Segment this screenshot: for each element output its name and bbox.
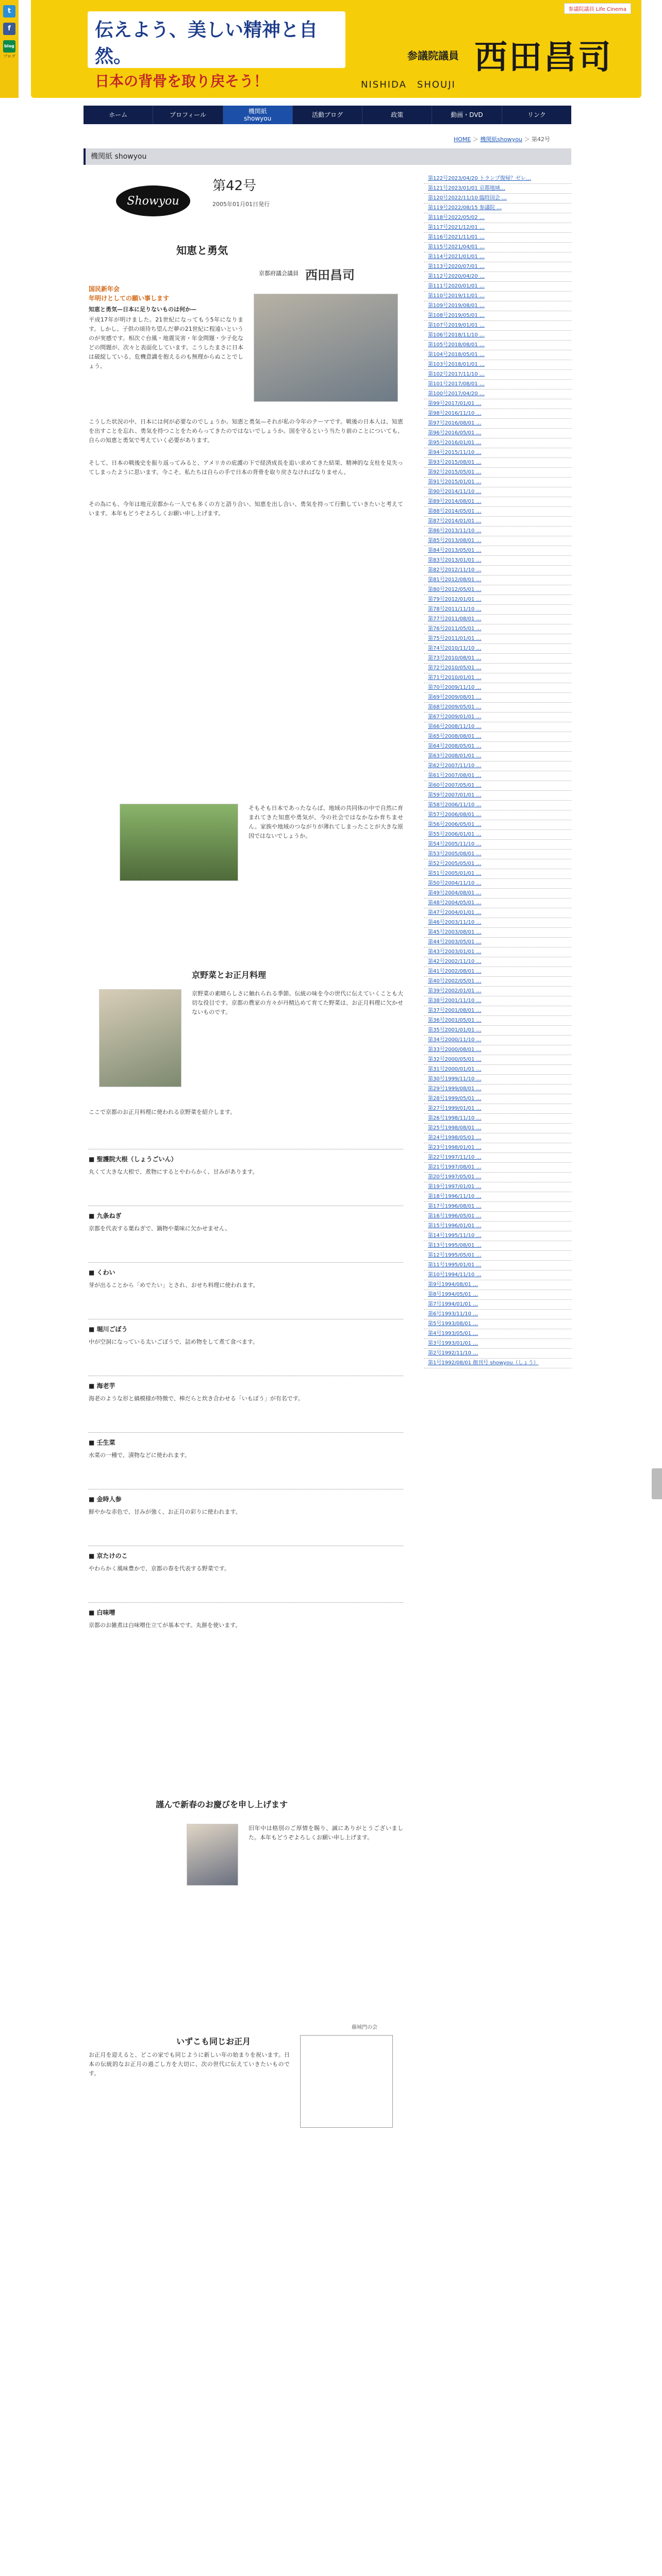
archive-item[interactable]: 第29号1999/08/01 … xyxy=(424,1084,571,1094)
archive-item[interactable]: 第114号2021/01/01 … xyxy=(424,252,571,262)
archive-item[interactable]: 第107号2019/01/01 … xyxy=(424,321,571,331)
social-strip xyxy=(0,0,19,98)
note-body: 鮮やかな赤色で、甘みが強く、お正月の彩りに使われます。 xyxy=(89,1509,241,1515)
note-body: 京都を代表する葉ねぎで、鍋物や薬味に欠かせません。 xyxy=(89,1225,231,1232)
vegetable-note-2 xyxy=(89,1206,403,1233)
section-title-kyoyasai: 京野菜とお正月料理 xyxy=(192,970,267,980)
farmer-photo xyxy=(99,989,181,1087)
archive-item[interactable]: 第41号2002/08/01 … xyxy=(424,967,571,977)
article-paragraph-6: 京野菜の素晴らしさに触れられる季節。伝統の味を今の世代に伝えていくことも大切な役目です。京都の農家の方々が丹精込めて育てた野菜は、お正月料理に欠かせないものです。 xyxy=(192,990,403,1015)
archive-item[interactable]: 第118号2022/05/02 … xyxy=(424,213,571,223)
note-head: ■ 海老芋 xyxy=(89,1382,115,1389)
nav-policy[interactable]: 政策 xyxy=(362,106,432,124)
archive-item[interactable]: 第106号2018/11/10 … xyxy=(424,331,571,341)
archive-item[interactable]: 第121号2023/01/01 京都地域… xyxy=(424,184,571,194)
name-romaji: NISHIDA SHOUJI xyxy=(361,79,456,90)
article-paragraph-1: 平成17年が明けました。21世紀になってもう5年になります。しかし、子供の頃待ち望んだ夢の21世紀に程遠いというのが実感です。相次ぐ台風・地震災害・年金問題・少子化などの問題が、次々と表面化しています。こうしたまさに日本は破綻している、危機意識を抱えるのも無理からぬことでしょう。 xyxy=(89,316,243,369)
note-body: 水菜の一種で、漬物などに使われます。 xyxy=(89,1452,190,1459)
archive-item[interactable]: 第65号2008/08/01 … xyxy=(424,732,571,742)
note-body: 海老のような形と縞模様が特徴で、棒だらと炊き合わせる「いもぼう」が有名です。 xyxy=(89,1395,304,1402)
archive-item[interactable]: 第105号2018/08/01 … xyxy=(424,341,571,350)
note-head: ■ 堀川ごぼう xyxy=(89,1326,128,1333)
archive-item[interactable]: 第38号2001/11/10 … xyxy=(424,996,571,1006)
note-body: 丸くて大きな大根で、煮物にするとやわらかく、甘みがあります。 xyxy=(89,1168,258,1175)
archive-item[interactable]: 第115号2021/04/01 … xyxy=(424,243,571,252)
archive-item[interactable]: 第54号2005/11/10 … xyxy=(424,840,571,850)
nav-home[interactable]: ホーム xyxy=(84,106,153,124)
catchphrase-line1: 伝えよう、美しい精神と自然。 xyxy=(95,19,318,67)
archive-item[interactable]: 第104号2018/05/01 … xyxy=(424,350,571,360)
archive-item[interactable]: 第91号2015/01/01 … xyxy=(424,478,571,487)
field-photo xyxy=(120,804,238,881)
blog-icon[interactable]: blog xyxy=(3,40,15,53)
note-head: ■ 白味噌 xyxy=(89,1609,115,1616)
archive-item[interactable]: 第8号1994/05/01 … xyxy=(424,1290,571,1300)
breadcrumb-current: 第42号 xyxy=(532,136,551,143)
note-body: 芽が出ることから「めでたい」とされ、おせち料理に使われます。 xyxy=(89,1282,259,1289)
archive-item[interactable]: 第20号1997/05/01 … xyxy=(424,1173,571,1182)
author-signature: 西田昌司 xyxy=(305,267,355,282)
archive-item[interactable]: 第2号1992/11/10 … xyxy=(424,1349,571,1359)
breadcrumb: HOME ＞ 機関紙showyou ＞ 第42号 xyxy=(454,136,551,143)
archive-item[interactable]: 第28号1999/05/01 … xyxy=(424,1094,571,1104)
breadcrumb-parent[interactable]: 機関紙showyou xyxy=(480,136,523,143)
archive-item[interactable]: 第31号2000/01/01 … xyxy=(424,1065,571,1075)
archive-item[interactable]: 第97号2016/08/01 … xyxy=(424,419,571,429)
section-intro-label: 国民新年会 年明けとしての願い事します xyxy=(89,285,170,302)
archive-item[interactable]: 第57号2006/08/01 … xyxy=(424,810,571,820)
article-paragraph-7: ここで京都のお正月料理に使われる京野菜を紹介します。 xyxy=(89,1109,236,1115)
author-label: 京都府議会議員 xyxy=(259,270,299,277)
archive-item[interactable]: 第72号2010/05/01 … xyxy=(424,664,571,673)
archive-item[interactable]: 第101号2017/08/01 … xyxy=(424,380,571,389)
issue-date: 2005年01月01日発行 xyxy=(212,201,270,208)
archive-item[interactable]: 第110号2019/11/01 … xyxy=(424,292,571,301)
archive-item[interactable]: 第108号2019/05/01 … xyxy=(424,311,571,321)
archive-item[interactable]: 第25号1998/08/01 … xyxy=(424,1124,571,1133)
vegetable-note-8 xyxy=(89,1546,403,1573)
archive-item[interactable]: 第73号2010/08/01 … xyxy=(424,654,571,664)
archive-item[interactable]: 第17号1996/08/01 … xyxy=(424,1202,571,1212)
page-title: 機関紙 showyou xyxy=(84,148,571,165)
archive-item[interactable]: 第11号1995/01/01 … xyxy=(424,1261,571,1270)
archive-item[interactable]: 第76号2011/05/01 … xyxy=(424,624,571,634)
note-body: 京都のお雑煮は白味噌仕立てが基本です。丸餅を使います。 xyxy=(89,1622,241,1629)
archive-item[interactable]: 第40号2002/05/01 … xyxy=(424,977,571,987)
nav-showyou[interactable]: 機関紙 showyou xyxy=(223,106,293,124)
archive-item[interactable]: 第24号1998/05/01 … xyxy=(424,1133,571,1143)
archive-item[interactable]: 第109号2019/08/01 … xyxy=(424,301,571,311)
archive-item[interactable]: 第85号2013/08/01 … xyxy=(424,536,571,546)
archive-item[interactable]: 第117号2021/12/01 … xyxy=(424,223,571,233)
archive-item[interactable]: 第100号2017/04/20 … xyxy=(424,389,571,399)
article-paragraph-3: そして、日本の戦後史を振り返ってみると、アメリカの庇護の下で経済成長を追い求めてきた結果、精神的な支柱を見失ってしまったように思います。今こそ、私たちは自らの手で日本の背骨を取り戻さなければなりません。 xyxy=(89,460,403,476)
archive-item[interactable]: 第92号2015/05/01 … xyxy=(424,468,571,478)
note-head: ■ くわい xyxy=(89,1269,115,1276)
article-paragraph-2: こうした状況の中、日本には何が必要なのでしょうか。知恵と勇気—それが私の今年のテーマです。戦後の日本人は、知恵を出すことを忘れ、勇気を持つことをためらってきたのではないでしょうか。国を守るという当たり前のことについても、自らの知恵と勇気で考えていく必要があります。 xyxy=(89,418,403,444)
article-paragraph-5: そもそも日本であったならば、地域の共同体の中で自然に育まれてきた知恵や勇気が、今の社会ではなかなか育ちません。家族や地域のつながりが薄れてしまったことが大きな原因ではないでしょうか。 xyxy=(249,805,403,839)
illustration xyxy=(300,2035,393,2128)
archive-item[interactable]: 第62号2007/11/10 … xyxy=(424,761,571,771)
archive-item[interactable]: 第43号2003/01/01 … xyxy=(424,947,571,957)
archive-item[interactable]: 第12号1995/05/01 … xyxy=(424,1251,571,1261)
header-badge[interactable]: 参議院議員 Life Cinema xyxy=(564,3,632,14)
archive-item[interactable]: 第88号2014/05/01 … xyxy=(424,507,571,517)
archive-item[interactable]: 第116号2021/11/01 … xyxy=(424,233,571,243)
archive-item[interactable]: 第102号2017/11/10 … xyxy=(424,370,571,380)
archive-item[interactable]: 第51号2005/01/01 … xyxy=(424,869,571,879)
svg-text:Showyou: Showyou xyxy=(127,195,179,208)
article-paragraph-8: 旧年中は格別のご厚情を賜り、誠にありがとうございました。本年もどうぞよろしくお願い申し上げます。 xyxy=(249,1825,403,1841)
nav-links[interactable]: リンク xyxy=(527,111,546,118)
archive-item[interactable]: 第49号2004/08/01 … xyxy=(424,889,571,899)
archive-item[interactable]: 第37号2001/08/01 … xyxy=(424,1006,571,1016)
archive-item[interactable]: 第6号1993/11/10 … xyxy=(424,1310,571,1319)
archive-item[interactable]: 第60号2007/05/01 … xyxy=(424,781,571,791)
archive-item[interactable]: 第35号2001/01/01 … xyxy=(424,1026,571,1036)
nav-video[interactable]: 動画・DVD xyxy=(432,106,502,124)
archive-item[interactable]: 第58号2006/11/10 … xyxy=(424,801,571,810)
archive-item[interactable]: 第119号2022/08/15 参議院 … xyxy=(424,204,571,213)
section-lead: 知恵と勇気—日本に足りないものは何か— xyxy=(89,306,196,313)
name-block xyxy=(407,26,655,77)
archive-item[interactable]: 第39号2002/01/01 … xyxy=(424,987,571,996)
archive-item[interactable]: 第47号2004/01/01 … xyxy=(424,908,571,918)
archive-item[interactable]: 第120号2022/11/10 臨時国会 … xyxy=(424,194,571,204)
twitter-icon[interactable]: t xyxy=(3,5,15,18)
archive-item[interactable]: 第71号2010/01/01 … xyxy=(424,673,571,683)
archive-item[interactable]: 第87号2014/01/01 … xyxy=(424,517,571,527)
archive-item[interactable]: 第48号2004/05/01 … xyxy=(424,899,571,908)
facebook-icon[interactable]: f xyxy=(3,23,15,35)
archive-item[interactable]: 第9号1994/08/01 … xyxy=(424,1280,571,1290)
archive-item[interactable]: 第53号2005/08/01 … xyxy=(424,850,571,859)
archive-item[interactable]: 第69号2009/08/01 … xyxy=(424,693,571,703)
section-title-oshogatsu: いずこも同じお正月 xyxy=(176,2037,251,2046)
archive-item[interactable]: 第86号2013/11/10 … xyxy=(424,527,571,536)
showyou-logo xyxy=(114,180,192,221)
archive-item[interactable]: 第5号1993/08/01 … xyxy=(424,1319,571,1329)
archive-item[interactable]: 第61号2007/08/01 … xyxy=(424,771,571,781)
archive-item[interactable]: 第98号2016/11/10 … xyxy=(424,409,571,419)
note-body: 中が空洞になっている太いごぼうで、詰め物をして煮て食べます。 xyxy=(89,1338,258,1345)
catchphrase-line2: 日本の背骨を取り戻そう！ xyxy=(95,73,269,90)
note-head: ■ 九条ねぎ xyxy=(89,1212,122,1219)
archive-item[interactable]: 第82号2012/11/10 … xyxy=(424,566,571,575)
archive-item[interactable]: 第30号1999/11/10 … xyxy=(424,1075,571,1084)
archive-item[interactable]: 第23号1998/01/01 … xyxy=(424,1143,571,1153)
archive-list xyxy=(424,174,571,1368)
archive-item[interactable]: 第36号2001/05/01 … xyxy=(424,1016,571,1026)
archive-item[interactable]: 第94号2015/11/10 … xyxy=(424,448,571,458)
archive-item[interactable]: 第77号2011/08/01 … xyxy=(424,615,571,624)
archive-item[interactable]: 第66号2008/11/10 … xyxy=(424,722,571,732)
archive-item[interactable]: 第68号2009/05/01 … xyxy=(424,703,571,713)
portrait-photo xyxy=(187,1824,238,1886)
archive-item[interactable]: 第7号1994/01/01 … xyxy=(424,1300,571,1310)
breadcrumb-home[interactable]: HOME xyxy=(454,136,471,143)
archive-item[interactable]: 第18号1996/11/10 … xyxy=(424,1192,571,1202)
article xyxy=(84,170,408,2576)
archive-item[interactable]: 第93号2015/08/01 … xyxy=(424,458,571,468)
archive-item[interactable]: 第64号2008/05/01 … xyxy=(424,742,571,752)
archive-item[interactable]: 第122号2023/04/20 トランプ復帰？ゼレ… xyxy=(424,174,571,184)
archive-item[interactable]: 第14号1995/11/10 … xyxy=(424,1231,571,1241)
archive-item[interactable]: 第80号2012/05/01 … xyxy=(424,585,571,595)
archive-item[interactable]: 第27号1999/01/01 … xyxy=(424,1104,571,1114)
archive-item[interactable]: 第22号1997/11/10 … xyxy=(424,1153,571,1163)
archive-item[interactable]: 第67号2009/01/01 … xyxy=(424,713,571,722)
site-header xyxy=(31,0,641,98)
article-paragraph-4: その為にも、今年は地元京都から一人でも多くの方と語り合い、知恵を出し合い、勇気を持って行動していきたいと考えています。本年もどうぞよろしくお願い申し上げます。 xyxy=(89,501,403,517)
scroll-top-button[interactable] xyxy=(652,1468,662,1499)
archive-item[interactable]: 第52号2005/05/01 … xyxy=(424,859,571,869)
nav-profile[interactable]: プロフィール xyxy=(153,106,223,124)
vegetable-note-3 xyxy=(89,1262,403,1290)
archive-item[interactable]: 第32号2000/05/01 … xyxy=(424,1055,571,1065)
archive-item[interactable]: 第83号2013/01/01 … xyxy=(424,556,571,566)
archive-item[interactable]: 第84号2013/05/01 … xyxy=(424,546,571,556)
archive-item[interactable]: 第103号2018/01/01 … xyxy=(424,360,571,370)
archive-item[interactable]: 第19号1997/01/01 … xyxy=(424,1182,571,1192)
author-photo xyxy=(254,294,398,402)
article-title: 知恵と勇気 xyxy=(176,244,228,257)
nav-blog[interactable]: 活動ブログ xyxy=(293,106,362,124)
note-head: ■ 京たけのこ xyxy=(89,1552,128,1560)
archive-item[interactable]: 第112号2020/04/20 … xyxy=(424,272,571,282)
archive-item[interactable]: 第46号2003/11/10 … xyxy=(424,918,571,928)
note-head: ■ 壬生菜 xyxy=(89,1439,115,1446)
section-title-new-year: 謹んで新春のお慶びを申し上げます xyxy=(156,1800,288,1809)
issue-number: 第42号 xyxy=(212,178,257,194)
vegetable-note-9 xyxy=(89,1602,403,1630)
archive-item[interactable]: 第3号1993/01/01 … xyxy=(424,1339,571,1349)
archive-item[interactable]: 第15号1996/01/01 … xyxy=(424,1222,571,1231)
vegetable-note-7 xyxy=(89,1489,403,1517)
archive-item[interactable]: 第34号2000/11/10 … xyxy=(424,1036,571,1045)
archive-item[interactable]: 第89号2014/08/01 … xyxy=(424,497,571,507)
archive-item[interactable]: 第56号2006/05/01 … xyxy=(424,820,571,830)
archive-item[interactable]: 第70号2009/11/10 … xyxy=(424,683,571,693)
site-logo-name[interactable]: 西田昌司 xyxy=(474,38,613,77)
archive-item[interactable]: 第99号2017/01/01 … xyxy=(424,399,571,409)
vegetable-note-6 xyxy=(89,1432,403,1460)
archive-item[interactable]: 第79号2012/01/01 … xyxy=(424,595,571,605)
archive-item[interactable]: 第59号2007/01/01 … xyxy=(424,791,571,801)
archive-item[interactable]: 第45号2003/08/01 … xyxy=(424,928,571,938)
archive-item[interactable]: 第13号1995/08/01 … xyxy=(424,1241,571,1251)
archive-item[interactable]: 第78号2011/11/10 … xyxy=(424,605,571,615)
archive-item[interactable]: 第50号2004/11/10 … xyxy=(424,879,571,889)
vegetable-note-4 xyxy=(89,1319,403,1347)
archive-item[interactable]: 第63号2008/01/01 … xyxy=(424,752,571,761)
archive-item[interactable]: 第95号2016/01/01 … xyxy=(424,438,571,448)
archive-item[interactable]: 第113号2020/07/01 … xyxy=(424,262,571,272)
archive-item[interactable]: 第16号1996/05/01 … xyxy=(424,1212,571,1222)
main-nav xyxy=(84,106,571,124)
vegetable-note-5 xyxy=(89,1376,403,1403)
name-title: 参議院議員 xyxy=(407,49,459,62)
article-paragraph-9: お正月を迎えると、どこの家でも同じように新しい年の始まりを祝います。日本の伝統的なお正月の過ごし方を大切に、次の世代に伝えていきたいものです。 xyxy=(89,2052,290,2077)
note-head: ■ 聖護院大根（しょうごいん） xyxy=(89,1156,177,1163)
archive-item[interactable]: 第111号2020/01/01 … xyxy=(424,282,571,292)
archive-item[interactable]: 第81号2012/08/01 … xyxy=(424,575,571,585)
archive-sidebar xyxy=(424,174,571,1368)
archive-item[interactable]: 第96号2016/05/01 … xyxy=(424,429,571,438)
note-body: やわらかく風味豊かで、京都の春を代表する野菜です。 xyxy=(89,1565,230,1572)
note-head: ■ 金時人参 xyxy=(89,1496,122,1503)
archive-item[interactable]: 第26号1998/11/10 … xyxy=(424,1114,571,1124)
archive-item[interactable]: 第33号2000/08/01 … xyxy=(424,1045,571,1055)
archive-item[interactable]: 第1号1992/08/01 創刊号 showyou（しょう） xyxy=(424,1359,571,1368)
section-author: 藤城門の会 xyxy=(352,2025,377,2030)
archive-item[interactable]: 第44号2003/05/01 … xyxy=(424,938,571,947)
archive-item[interactable]: 第4号1993/05/01 … xyxy=(424,1329,571,1339)
archive-item[interactable]: 第21号1997/08/01 … xyxy=(424,1163,571,1173)
archive-item[interactable]: 第90号2014/11/10 … xyxy=(424,487,571,497)
blog-label: ブログ xyxy=(3,54,15,59)
archive-item[interactable]: 第74号2010/11/10 … xyxy=(424,644,571,654)
archive-item[interactable]: 第75号2011/01/01 … xyxy=(424,634,571,644)
archive-item[interactable]: 第42号2002/11/10 … xyxy=(424,957,571,967)
catchphrase xyxy=(88,11,345,90)
vegetable-note-1 xyxy=(89,1149,403,1177)
archive-item[interactable]: 第10号1994/11/10 … xyxy=(424,1270,571,1280)
archive-item[interactable]: 第55号2006/01/01 … xyxy=(424,830,571,840)
